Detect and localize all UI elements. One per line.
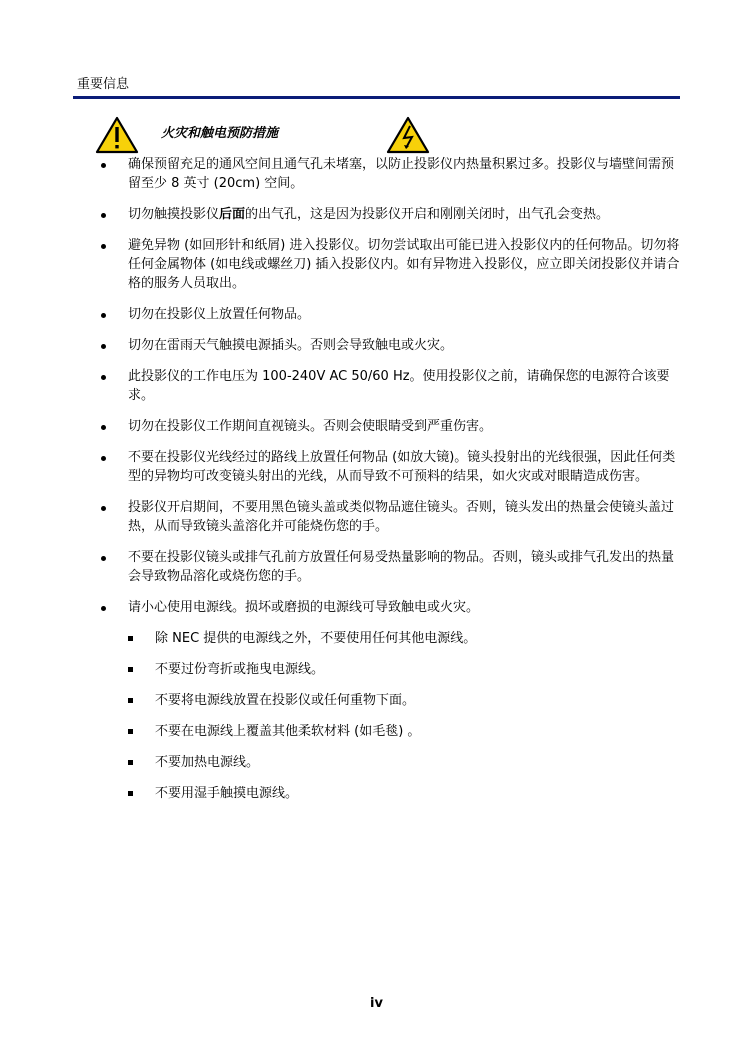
list-item: 不要在投影仪镜头或排气孔前方放置任何易受热量影响的物品。否则，镜头或排气孔发出的热量会导致物品溶化或烧伤您的手。: [0, 548, 753, 586]
list-item: 不要在投影仪光线经过的路线上放置任何物品 (如放大镜)。镜头投射出的光线很强，因此任何类型的异物均可改变镜头射出的光线，从而导致不可预料的结果，如火灾或对眼睛造成伤害。: [0, 448, 753, 486]
sub-list-item: 不要用湿手触摸电源线。: [0, 784, 683, 803]
bullet-dot-icon: [101, 344, 106, 349]
square-bullet-icon: [128, 636, 133, 641]
sub-list-item: 不要过份弯折或拖曳电源线。: [0, 660, 683, 679]
list-item: 切勿在雷雨天气触摸电源插头。否则会导致触电或火灾。: [0, 336, 753, 355]
list-item: 切勿触摸投影仪后面的出气孔，这是因为投影仪开启和刚刚关闭时，出气孔会变热。: [0, 205, 753, 224]
list-item: 投影仪开启期间，不要用黑色镜头盖或类似物品遮住镜头。否则，镜头发出的热量会使镜头盖过热，从而导致镜头盖溶化并可能烧伤您的手。: [0, 498, 753, 536]
bullet-dot-icon: [101, 313, 106, 318]
bullet-dot-icon: [101, 163, 106, 168]
square-bullet-icon: [128, 667, 133, 672]
electric-shock-icon: [386, 116, 430, 154]
caution-triangle-icon: [95, 116, 139, 154]
list-item: 避免异物 (如回形针和纸屑) 进入投影仪。切勿尝试取出可能已进入投影仪内的任何物品。切勿将任何金属物体 (如电线或螺丝刀) 插入投影仪内。如有异物进入投影仪，应立即关闭投影仪并请合格的服务人员取出。: [0, 236, 753, 293]
list-item: 确保预留充足的通风空间且通气孔未堵塞，以防止投影仪内热量积累过多。投影仪与墙壁间需预留至少 8 英寸 (20cm) 空间。: [0, 155, 753, 193]
sub-list-item: 不要在电源线上覆盖其他柔软材料 (如毛毯) 。: [0, 722, 683, 741]
sub-list-item: 除 NEC 提供的电源线之外，不要使用任何其他电源线。: [0, 629, 683, 648]
square-bullet-icon: [128, 760, 133, 765]
safety-bullet-list: [0, 155, 753, 815]
bullet-dot-icon: [101, 425, 106, 430]
bullet-dot-icon: [101, 456, 106, 461]
square-bullet-icon: [128, 698, 133, 703]
sub-list-item: 不要将电源线放置在投影仪或任何重物下面。: [0, 691, 683, 710]
warning-heading: 火灾和触电预防措施: [161, 126, 279, 141]
page-number: iv: [370, 996, 383, 1011]
list-item: 此投影仪的工作电压为 100-240V AC 50/60 Hz。使用投影仪之前，请确保您的电源符合该要求。: [0, 367, 753, 405]
bullet-dot-icon: [101, 556, 106, 561]
list-item: 请小心使用电源线。损坏或磨损的电源线可导致触电或火灾。 除 NEC 提供的电源线之外，不要使用任何其他电源线。 不要过份弯折或拖曳电源线。 不要将电源线放置在投影仪或任何重物下面。 不要在电源线上覆盖其他柔软材料 (如毛毯) 。 不要加热电源线。 不要用湿手触摸电源线。: [0, 598, 753, 803]
bullet-dot-icon: [101, 606, 106, 611]
bullet-dot-icon: [101, 506, 106, 511]
bullet-dot-icon: [101, 375, 106, 380]
header-rule: [73, 96, 680, 99]
bullet-dot-icon: [101, 244, 106, 249]
square-bullet-icon: [128, 791, 133, 796]
emphasis-text: 后面: [219, 207, 246, 222]
page-header-title: 重要信息: [77, 77, 130, 92]
sub-list-item: 不要加热电源线。: [0, 753, 683, 772]
list-item: 切勿在投影仪上放置任何物品。: [0, 305, 753, 324]
square-bullet-icon: [128, 729, 133, 734]
power-cord-sub-list: [128, 629, 683, 803]
list-item: 切勿在投影仪工作期间直视镜头。否则会使眼睛受到严重伤害。: [0, 417, 753, 436]
bullet-dot-icon: [101, 213, 106, 218]
